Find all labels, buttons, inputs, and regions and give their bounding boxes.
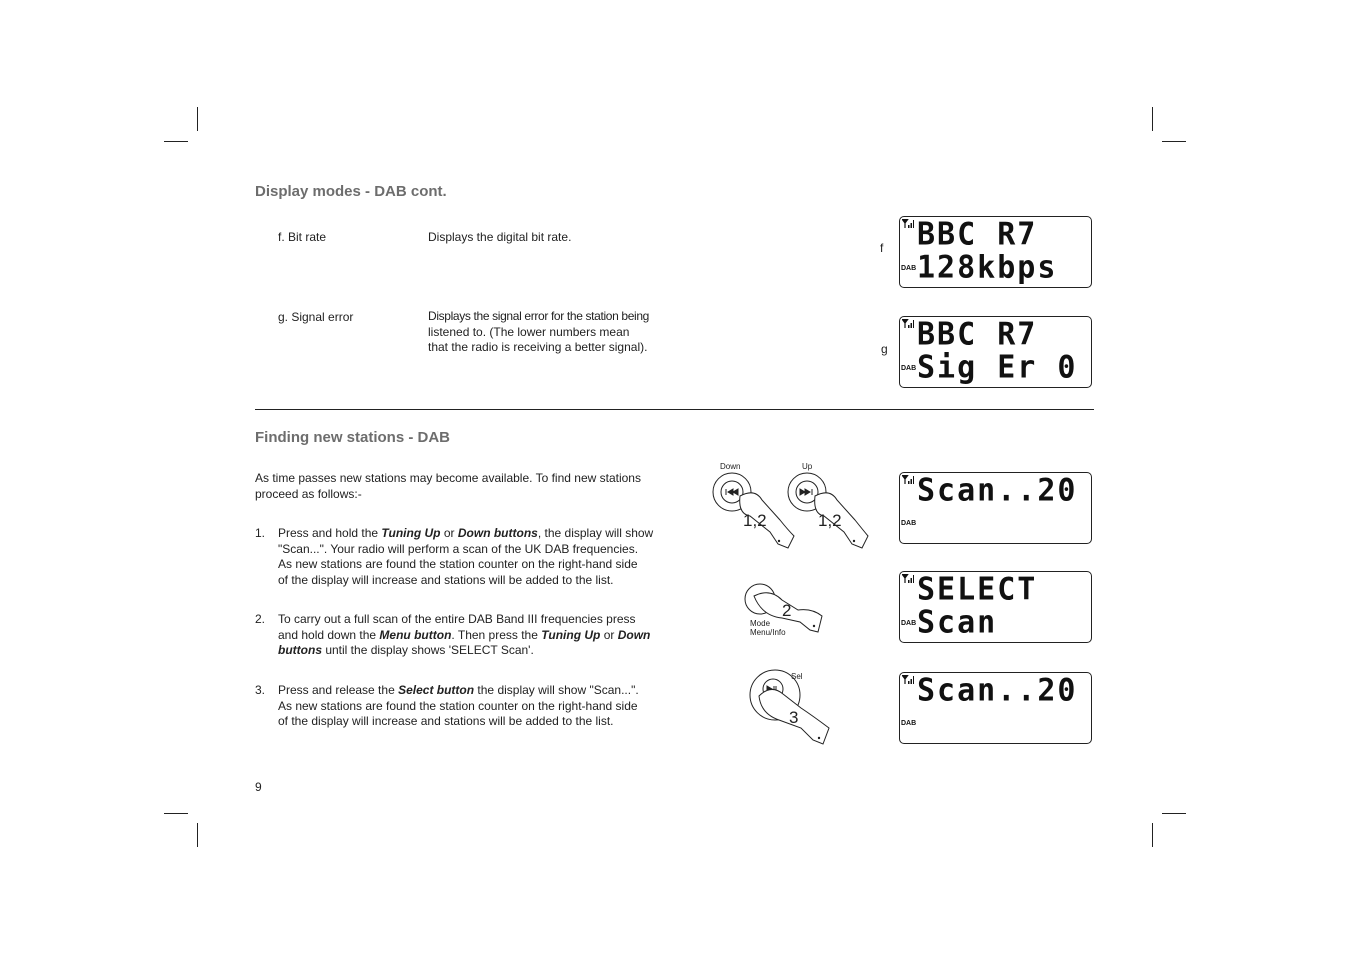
up-label: Up xyxy=(802,462,813,471)
intro-line: proceed as follows:- xyxy=(255,486,362,501)
signal-strength-icon xyxy=(902,574,914,583)
step-line: buttons until the display shows 'SELECT Scan'. xyxy=(278,643,534,657)
step-line: As new stations are found the station counter on the right-hand side xyxy=(278,698,638,713)
lcd-line-1: Scan..20 xyxy=(917,472,1078,509)
lcd-line-2: Scan xyxy=(917,604,998,641)
step-line: and hold down the Menu button. Then press the Tuning Up or Down xyxy=(278,627,651,642)
step-2-text xyxy=(278,612,668,659)
intro-paragraph xyxy=(255,471,641,502)
desc-line: Displays the signal error for the station being xyxy=(428,309,650,323)
section-title-finding-stations: Finding new stations - DAB xyxy=(255,429,450,446)
signal-strength-icon xyxy=(902,475,914,484)
dab-indicator: DAB xyxy=(901,620,917,627)
step-number: 3 xyxy=(789,708,799,727)
desc-line: listened to. (The lower numbers mean xyxy=(428,324,630,339)
lcd-line-2: 128kbps xyxy=(917,249,1058,286)
crop-mark xyxy=(1162,813,1186,814)
crop-mark xyxy=(197,823,198,847)
crop-mark xyxy=(197,107,198,131)
lcd-display-scan xyxy=(899,472,1092,544)
section-divider xyxy=(255,409,1094,410)
page-number: 9 xyxy=(255,780,262,794)
step-number-right: 1,2 xyxy=(818,511,842,530)
crop-mark xyxy=(1152,823,1153,847)
dab-indicator: DAB xyxy=(901,365,917,372)
step-number: 2 xyxy=(782,601,792,620)
item-desc-bit-rate: Displays the digital bit rate. xyxy=(428,230,572,244)
intro-line: As time passes new stations may become available. To find new stations xyxy=(255,471,641,485)
mode-label: Mode xyxy=(750,619,771,628)
crop-mark xyxy=(164,813,188,814)
figure-letter-f: f xyxy=(880,241,884,255)
tuning-buttons-illustration xyxy=(710,458,872,550)
signal-strength-icon xyxy=(902,319,914,328)
lcd-line-1: BBC R7 xyxy=(917,316,1038,353)
section-title-display-modes: Display modes - DAB cont. xyxy=(255,183,447,200)
sel-label: Sel xyxy=(791,672,803,681)
desc-line: that the radio is receiving a better signal). xyxy=(428,340,648,354)
crop-mark xyxy=(164,141,188,142)
step-number: 1. xyxy=(255,526,266,540)
lcd-display-signal-error xyxy=(899,316,1092,388)
item-label-signal-error: g. Signal error xyxy=(278,310,354,324)
lcd-line-1: Scan..20 xyxy=(917,672,1078,709)
step-number: 2. xyxy=(255,612,266,626)
down-label: Down xyxy=(720,462,741,471)
step-line: Press and release the Select button the display will show "Scan...". xyxy=(278,683,639,697)
crop-mark xyxy=(1162,141,1186,142)
crop-mark xyxy=(1152,107,1153,131)
signal-strength-icon xyxy=(902,219,914,228)
select-button-illustration xyxy=(745,668,835,748)
step-3-text xyxy=(278,683,668,730)
signal-strength-icon xyxy=(902,675,914,684)
lcd-display-scan xyxy=(899,672,1092,744)
step-line: As new stations are found the station counter on the right-hand side xyxy=(278,557,638,571)
item-label-bit-rate: f. Bit rate xyxy=(278,230,327,244)
step-line: Press and hold the Tuning Up or Down buttons, the display will show xyxy=(278,526,654,540)
lcd-line-1: SELECT xyxy=(917,571,1038,608)
lcd-display-select-scan xyxy=(899,571,1092,643)
step-line: of the display will increase and stations will be added to the list. xyxy=(278,714,614,728)
lcd-display-bitrate xyxy=(899,216,1092,288)
menu-info-label: Menu/Info xyxy=(750,628,786,637)
step-line: To carry out a full scan of the entire DAB Band III frequencies press xyxy=(278,612,636,626)
step-line: of the display will increase and stations will be added to the list. xyxy=(278,572,614,587)
step-line: "Scan...". Your radio will perform a scan of the UK DAB frequencies. xyxy=(278,541,639,556)
figure-letter-g: g xyxy=(881,342,888,356)
dab-indicator: DAB xyxy=(901,265,917,272)
step-number-left: 1,2 xyxy=(743,511,767,530)
step-number: 3. xyxy=(255,683,266,697)
lcd-line-1: BBC R7 xyxy=(917,216,1038,253)
menu-button-illustration xyxy=(740,580,830,640)
item-desc-signal-error xyxy=(428,309,668,356)
dab-indicator: DAB xyxy=(901,520,917,527)
step-1-text xyxy=(278,526,668,588)
dab-indicator: DAB xyxy=(901,720,917,727)
lcd-line-2: Sig Er 0 xyxy=(917,349,1078,386)
select-button-icon xyxy=(750,670,829,744)
